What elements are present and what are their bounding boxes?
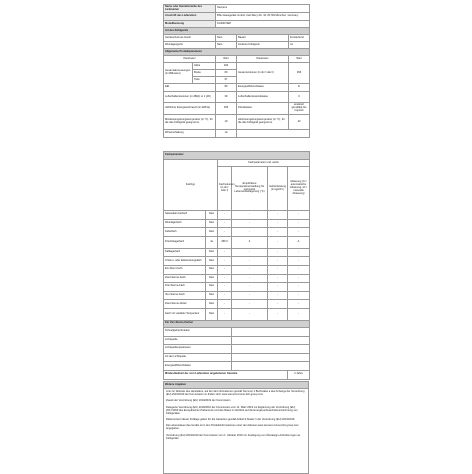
compartment-value: - <box>268 291 288 300</box>
col-volume: Fachvolumen (in dm³ oder l) <box>218 167 232 211</box>
star-row-label: Schnellgefrierfunktion <box>164 327 232 336</box>
climate-class-value: erweitert gemäßigt bis tropisch <box>289 103 310 115</box>
dim-depth-key: Tiefe <box>193 77 216 84</box>
compartment-value: - <box>268 228 288 237</box>
compartment-value: 366.0 <box>218 236 232 248</box>
supplier-address-value: BSH Hausgeräte GmbH, Carl-Wery-Str. 34, 81739 München, Germany <box>216 13 310 21</box>
compartment-value: 4 <box>232 236 268 248</box>
star-row <box>164 336 310 345</box>
compartment-value: - <box>232 265 268 274</box>
compartment-value: - <box>232 211 268 220</box>
value-col-2: Wert <box>289 56 310 63</box>
compartment-value: - <box>232 308 268 320</box>
other-appliance-value: Ja <box>289 42 310 49</box>
compartment-value: A <box>288 236 310 248</box>
warranty-row <box>164 370 310 379</box>
low-noise-row <box>164 35 310 42</box>
compartment-header: Fachparameter <box>164 152 310 160</box>
compartment-value: - <box>218 211 232 220</box>
dims-label: Gesamtabmessungen (in Millimeter) <box>164 63 193 84</box>
compartment-subheader: Fachparameter und -werte <box>218 160 310 167</box>
compartment-value: - <box>218 219 232 228</box>
volume-value: 366 <box>289 63 310 84</box>
compartment-present: Nein <box>206 228 218 237</box>
compartment-value: - <box>268 274 288 283</box>
warranty-label: Mindestlaufzeit der vom Lieferanten angebotenen Garantie <box>164 370 288 379</box>
compartment-value: - <box>232 228 268 237</box>
compartment-present: Nein <box>206 219 218 228</box>
winter-value: Ja <box>216 130 237 138</box>
compartment-value: - <box>218 283 232 292</box>
compartment-value: - <box>268 219 288 228</box>
info-paragraph: Zweck der Verordnung (EU) 2019/2019 der Kommission <box>166 399 231 403</box>
model-value: KG39FVIEP <box>216 21 310 28</box>
info-paragraph: Die Lebensdauer des Geräts ist in den Produktinformationen unter der Adresse www.siemens-home.bsh-group.com angegeben. <box>166 424 299 431</box>
noise-label: Luftschallemissionen (in dB(A) re 1 pW) <box>164 92 216 103</box>
star-header-row <box>164 320 310 327</box>
wine-row <box>164 42 310 49</box>
compartment-header-row <box>164 152 310 160</box>
compartment-value: - <box>232 291 268 300</box>
star-row <box>164 362 310 371</box>
star-row-value <box>232 336 310 345</box>
star-row-value <box>232 362 310 371</box>
col-freeze: Gefrierleistung (in kg/24 h) <box>268 167 288 211</box>
params-column-row <box>164 56 310 63</box>
dim-height-value: 203 <box>216 63 237 70</box>
min-temp-value: 10 <box>216 115 237 130</box>
eei-row <box>164 84 310 92</box>
col-temp: Empfohlene Temperatureinstellung für optimierte Lebensmittellagerung (°C) <box>232 167 268 211</box>
star-header: Für Vier-Sterne-Fächer <box>164 320 310 327</box>
value-col-1: Wert <box>216 56 237 63</box>
compartment-value: - <box>218 291 232 300</box>
model-label: Modellkennung <box>164 21 216 28</box>
compartment-name: 0-Stern- oder Eisbereitungsfach <box>164 257 206 266</box>
compartment-row <box>164 228 310 237</box>
compartment-row <box>164 211 310 220</box>
compartment-row <box>164 274 310 283</box>
appliance-type-header <box>164 28 310 35</box>
energy-class-label: Energieeffizienzklasse <box>237 84 289 92</box>
supplier-name-label: Name oder Handelsmarke des Lieferanten <box>164 5 216 13</box>
compartment-value: - <box>288 219 310 228</box>
compartment-value: - <box>232 283 268 292</box>
compartment-value: - <box>232 300 268 309</box>
compartment-rows <box>164 211 310 321</box>
compartment-value: - <box>288 300 310 309</box>
compartment-row <box>164 300 310 309</box>
compartment-name: Kellerfach <box>164 228 206 237</box>
params-header-row <box>164 49 310 56</box>
params-header: Allgemeine Produktparameter <box>164 49 310 56</box>
warranty-value: 2 Jahre <box>288 370 310 379</box>
compartment-value: - <box>218 265 232 274</box>
compartment-present: Nein <box>206 308 218 320</box>
col-defrost: Abtauung (A = automatische Abtauung, M = manuelle Abtauung) <box>288 167 310 211</box>
compartment-present: Nein <box>206 211 218 220</box>
star-row-value <box>232 353 310 362</box>
compartment-name: Kaltlagerfach <box>164 248 206 257</box>
supplier-address-label: Anschrift des Lieferanten <box>164 13 216 21</box>
star-row-label: Lichtquellenparameter <box>164 345 232 354</box>
supplier-name-row <box>164 5 310 13</box>
compartment-value: - <box>288 228 310 237</box>
compartment-value: - <box>218 248 232 257</box>
compartment-present: Nein <box>206 300 218 309</box>
compartment-value: - <box>268 236 288 248</box>
compartment-row <box>164 283 310 292</box>
star-row-value <box>232 327 310 336</box>
compartment-value: - <box>288 257 310 266</box>
energy-class-value: E <box>289 84 310 92</box>
compartment-value: - <box>288 283 310 292</box>
compartment-row <box>164 265 310 274</box>
compartment-name: Frischelagerfach <box>164 236 206 248</box>
winter-label: Winterschaltung <box>164 130 216 138</box>
dims-row-height <box>164 63 310 70</box>
max-temp-value: 43 <box>289 115 310 130</box>
supplier-name-value: Siemens <box>216 5 310 13</box>
star-row-value <box>232 345 310 354</box>
info-paragraph: Referenzwert dieser Fußlage gelten für die Garantien gemäß Artikel 6 Absatz 1 der Verordnung (EU) 2019/2019. <box>166 417 296 421</box>
star-rows <box>164 327 310 370</box>
compartment-value: - <box>268 248 288 257</box>
compartment-value: - <box>268 300 288 309</box>
compartment-value: - <box>288 308 310 320</box>
dim-height-key: Höhe <box>193 63 216 70</box>
noise-class-value: C <box>289 92 310 103</box>
energy-value: 183 <box>216 103 237 115</box>
compartment-present: Nein <box>206 291 218 300</box>
compartment-name: Fach mit variabler Temperatur <box>164 308 206 320</box>
other-appliance-label: Anderes Kühlgerät <box>237 42 289 49</box>
info-table <box>163 381 309 474</box>
compartment-present: Ja <box>206 236 218 248</box>
energy-row <box>164 103 310 115</box>
compartment-name: Drei-Sterne-Fach <box>164 283 206 292</box>
compartment-value: - <box>218 257 232 266</box>
compartment-table <box>163 151 310 380</box>
compartment-name: Zwei-Sterne-Fach <box>164 274 206 283</box>
design-type-label: Bauart <box>237 35 289 42</box>
compartment-value: - <box>218 274 232 283</box>
wine-label: Weinlagergerät <box>164 42 216 49</box>
compartment-row <box>164 219 310 228</box>
appliance-type-label: Art des Kühlgeräts <box>164 28 310 35</box>
dim-width-value: 60 <box>216 70 237 77</box>
compartment-row <box>164 248 310 257</box>
info-paragraph: Link zur Website des Herstellers, auf der die Informationen gemäß Nummer 4 Buchstabe a des Anhangs der Verordnung (EU) 2019/2019 der Kommission zu finden sind: www.siemens-home.bsh-group.com <box>166 390 305 396</box>
info-body-row <box>164 389 309 474</box>
compartment-row <box>164 236 310 248</box>
compartment-value: - <box>218 228 232 237</box>
noise-class-label: Luftschallemissionsklasse <box>237 92 289 103</box>
compartment-value: - <box>218 308 232 320</box>
compartment-value: - <box>288 274 310 283</box>
info-paragraph: Delegierte Verordnung (EU) 2019/2016 der Kommission vom 11. März 2019 zur Ergänzung der Verordnung (EU) 2017/1369 des Europäischen Parlaments und des Rates im Hinblick auf die Energieverbrauchskennzeichnung von Kühlgeräten. <box>166 405 298 415</box>
compartment-present: Nein <box>206 265 218 274</box>
param-col-1: Parameter <box>164 56 216 63</box>
compartment-present: Nein <box>206 257 218 266</box>
star-row-label: Energieeffizienzklasse <box>164 362 232 371</box>
low-noise-value: Nein <box>216 35 237 42</box>
compartment-value: - <box>288 291 310 300</box>
compartment-value: - <box>232 274 268 283</box>
compartment-name: Zwei-Sterne-Abteil <box>164 300 206 309</box>
supplier-address-row <box>164 13 310 21</box>
compartment-value: - <box>268 265 288 274</box>
info-paragraph: Verordnung (EU) 2019/2019 der Kommission vom 1. Oktober 2019 zur Festlegung von Ökodesign-Anforderungen an Kühlgeräte. <box>166 433 301 440</box>
dim-width-key: Breite <box>193 70 216 77</box>
climate-class-label: Klimaklasse: <box>237 103 289 115</box>
energy-label: Jährlicher Energieverbrauch (in kWh/a) <box>164 103 216 115</box>
param-col-2: Parameter <box>237 56 289 63</box>
general-info-table <box>163 4 310 138</box>
compartment-name: Weinlagerfach <box>164 219 206 228</box>
compartment-present: Nein <box>206 283 218 292</box>
winter-blank <box>237 130 310 138</box>
wine-value: Nein <box>216 42 237 49</box>
compartment-value: - <box>218 300 232 309</box>
compartment-value: - <box>268 211 288 220</box>
star-row <box>164 327 310 336</box>
star-row-label: Lichtquelle <box>164 336 232 345</box>
compartment-value: - <box>268 283 288 292</box>
compartment-value: - <box>288 265 310 274</box>
low-noise-label: Geräuscharmes Gerät <box>164 35 216 42</box>
compartment-value: - <box>268 257 288 266</box>
compartment-present: Nein <box>206 274 218 283</box>
design-type-value: Freistehend <box>289 35 310 42</box>
eei-label: EEI <box>164 84 216 92</box>
ambient-temp-row <box>164 115 310 130</box>
compartment-value: - <box>232 219 268 228</box>
compartment-name: Ein-Stern-Fach <box>164 265 206 274</box>
info-header-row <box>164 382 309 389</box>
star-row-label: Art der Lichtquelle <box>164 353 232 362</box>
min-temp-label: Mindestumgebungstemperatur (in °C), für die das Kühlgerät geeignet ist <box>164 115 216 130</box>
compartment-row <box>164 308 310 320</box>
winter-row <box>164 130 310 138</box>
max-temp-label: Höchstumgebungstemperatur (in °C), für die das Kühlgerät geeignet ist <box>237 115 289 130</box>
compartment-value: - <box>232 257 268 266</box>
dim-depth-value: 67 <box>216 77 237 84</box>
star-row <box>164 353 310 362</box>
compartment-present: Nein <box>206 248 218 257</box>
compartment-value: - <box>268 308 288 320</box>
compartment-value: - <box>288 248 310 257</box>
col-type: Fachtyp <box>164 160 218 211</box>
compartment-subheader-row <box>164 160 310 167</box>
noise-row <box>164 92 310 103</box>
compartment-row <box>164 291 310 300</box>
compartment-name: Vier-Sterne-Fach <box>164 291 206 300</box>
star-row <box>164 345 310 354</box>
noise-value: 39 <box>216 92 237 103</box>
volume-label: Gesamtvolumen (in dm³ oder l) <box>237 63 289 84</box>
compartment-value: - <box>288 211 310 220</box>
compartment-row <box>164 257 310 266</box>
info-header: Weitere Angaben <box>164 382 309 389</box>
compartment-value: - <box>232 248 268 257</box>
compartment-name: Speisekammerfach <box>164 211 206 220</box>
model-row <box>164 21 310 28</box>
eei-value: 80 <box>216 84 237 92</box>
info-notes <box>164 389 309 474</box>
